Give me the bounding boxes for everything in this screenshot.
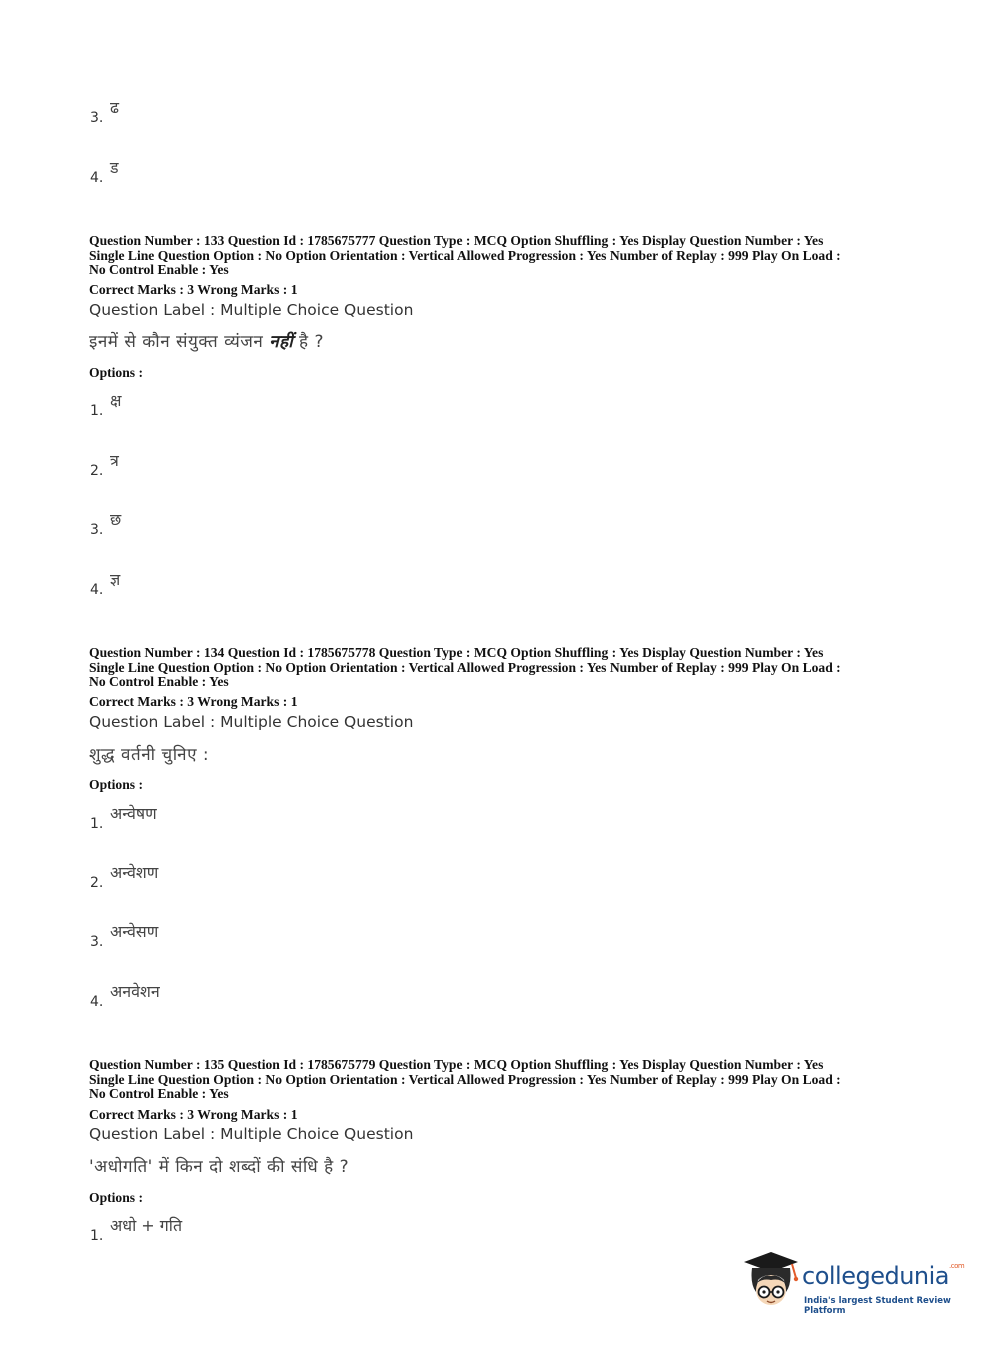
collegedunia-logo — [742, 1250, 972, 1316]
options-heading: Options : — [89, 777, 144, 792]
option-item — [90, 802, 490, 842]
question-text: शुद्ध वर्तनी चुनिए : — [89, 745, 210, 765]
option-item — [90, 568, 490, 608]
option-item — [90, 508, 490, 548]
question-text — [89, 329, 324, 352]
question-meta — [89, 646, 919, 690]
question-meta — [89, 1058, 919, 1102]
question-text-part: इनमें से कौन संयुक्त व्यंजन — [89, 332, 270, 352]
options-heading: Options : — [89, 365, 144, 380]
student-mascot-icon — [742, 1250, 800, 1308]
question-meta-line: Single Line Question Option : No Option Orientation : Vertical Allowed Progression : Yes Number of Replay : 999 Play On Load : — [89, 1071, 841, 1087]
option-number: 3. — [90, 110, 104, 126]
option-number: 3. — [90, 522, 104, 538]
option-text: ज्ञ — [110, 570, 121, 589]
question-label: Question Label : Multiple Choice Question — [89, 301, 414, 319]
option-item — [90, 861, 490, 901]
question-meta-line: Single Line Question Option : No Option Orientation : Vertical Allowed Progression : Yes Number of Replay : 999 Play On Load : — [89, 659, 841, 675]
option-item — [90, 980, 490, 1020]
option-item — [90, 96, 490, 136]
question-label: Question Label : Multiple Choice Question — [89, 713, 414, 731]
question-meta-line: No Control Enable : Yes — [89, 262, 229, 277]
option-item — [90, 1214, 490, 1254]
option-text: अन्वेसण — [110, 922, 159, 941]
question-text-emphasis: नहीं — [269, 332, 294, 352]
option-number: 1. — [90, 816, 104, 832]
question-meta-line: Single Line Question Option : No Option Orientation : Vertical Allowed Progression : Yes Number of Replay : 999 Play On Load : — [89, 247, 841, 263]
question-marks: Correct Marks : 3 Wrong Marks : 1 — [89, 694, 298, 709]
question-text: 'अधोगति' में किन दो शब्दों की संधि है ? — [89, 1157, 350, 1177]
question-meta-line: No Control Enable : Yes — [89, 674, 229, 689]
option-text: त्र — [110, 451, 119, 470]
option-item — [90, 449, 490, 489]
question-marks: Correct Marks : 3 Wrong Marks : 1 — [89, 282, 298, 297]
option-number: 1. — [90, 1228, 104, 1244]
option-number: 4. — [90, 994, 104, 1010]
option-number: 2. — [90, 463, 104, 479]
brand-tagline: India's largest Student Review Platform — [804, 1296, 951, 1316]
question-meta-line: Question Number : 133 Question Id : 1785675777 Question Type : MCQ Option Shuffling : Yes Display Question Number : Yes — [89, 233, 824, 248]
brand-wordmark: collegedunia — [802, 1262, 950, 1290]
option-number: 4. — [90, 170, 104, 186]
brand-name — [802, 1262, 964, 1290]
question-text-part: है ? — [293, 332, 324, 352]
option-number: 3. — [90, 934, 104, 950]
option-text: ढ — [110, 98, 120, 117]
option-text: अन्वेषण — [110, 804, 157, 823]
option-number: 2. — [90, 875, 104, 891]
question-marks: Correct Marks : 3 Wrong Marks : 1 — [89, 1107, 298, 1122]
question-meta — [89, 234, 919, 278]
option-text: अन्वेशण — [110, 863, 159, 882]
option-text: छ — [110, 510, 122, 529]
question-meta-line: Question Number : 135 Question Id : 1785675779 Question Type : MCQ Option Shuffling : Yes Display Question Number : Yes — [89, 1057, 824, 1072]
option-item — [90, 156, 490, 196]
option-text: क्ष — [110, 391, 122, 410]
question-meta-line: No Control Enable : Yes — [89, 1086, 229, 1101]
brand-domain: .com — [949, 1262, 965, 1270]
question-label: Question Label : Multiple Choice Question — [89, 1125, 414, 1143]
option-number: 4. — [90, 582, 104, 598]
option-text: अधो + गति — [110, 1216, 183, 1235]
option-item — [90, 389, 490, 429]
option-text: अनवेशन — [110, 982, 160, 1001]
question-meta-line: Question Number : 134 Question Id : 1785675778 Question Type : MCQ Option Shuffling : Yes Display Question Number : Yes — [89, 645, 824, 660]
option-number: 1. — [90, 403, 104, 419]
option-text: ड — [110, 158, 119, 177]
options-heading: Options : — [89, 1190, 144, 1205]
option-item — [90, 920, 490, 960]
